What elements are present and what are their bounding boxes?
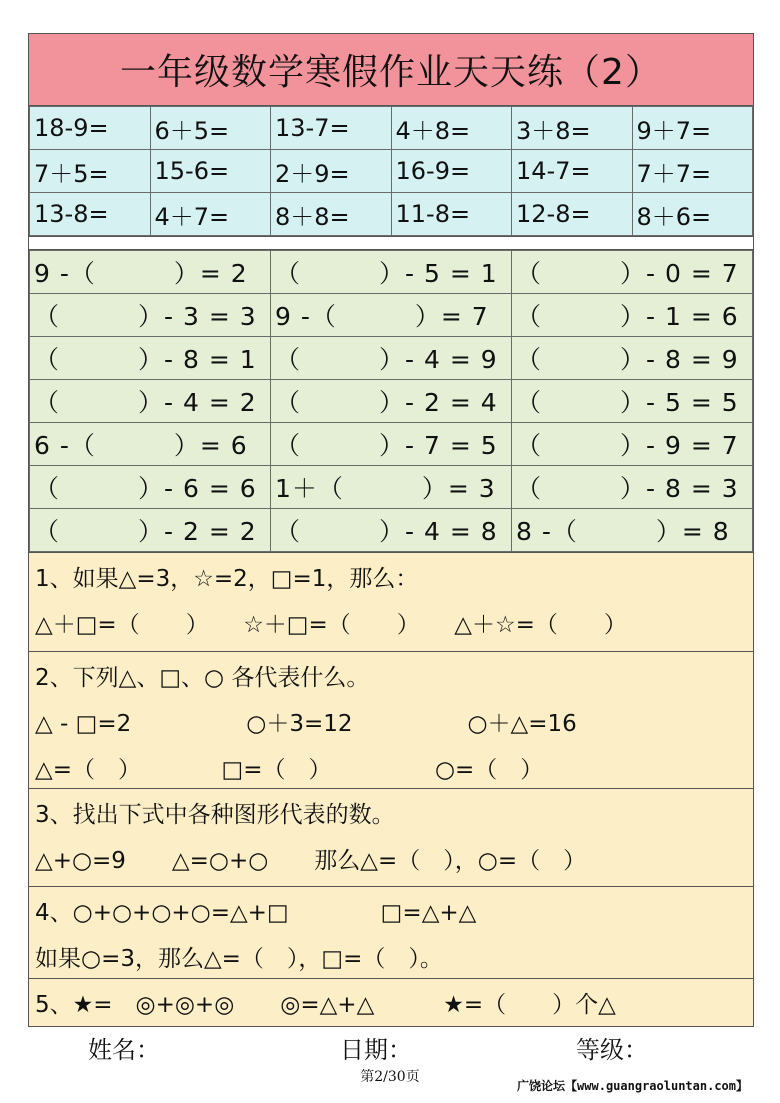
fill-cell: （ ）- 1 = 6 <box>512 294 753 337</box>
fill-cell: （ ）- 8 = 3 <box>512 466 753 509</box>
fill-cell: （ ）- 5 = 1 <box>271 251 512 294</box>
fill-cell: （ ）- 4 = 2 <box>30 380 271 423</box>
problem-line: 1、如果△=3，☆=2，□=1，那么： <box>35 565 419 592</box>
fill-table <box>29 250 753 552</box>
problem-line: 5、★= ◎+◎+◎ ◎=△+△ ★=（ ）个△ <box>35 991 616 1018</box>
fill-cell: （ ）- 3 = 3 <box>30 294 271 337</box>
fill-cell: （ ）- 2 = 2 <box>30 509 271 552</box>
problem-line: △=（ ） □=（ ） ○=（ ） <box>35 756 544 783</box>
fill-cell: 1＋（ ）= 3 <box>271 466 512 509</box>
calc-cell: 13-8= <box>30 193 151 236</box>
word-problem-1 <box>29 552 753 651</box>
calc-cell: 4＋8= <box>391 107 512 150</box>
calc-cell: 8＋6= <box>632 193 753 236</box>
calc-cell: 18-9= <box>30 107 151 150</box>
fill-cell: （ ）- 6 = 6 <box>30 466 271 509</box>
problem-line: △ - □=2 ○＋3=12 ○＋△=16 <box>35 710 577 737</box>
calc-cell: 8＋8= <box>271 193 392 236</box>
calc-cell: 3＋8= <box>512 107 633 150</box>
fill-cell: 6 -（ ）= 6 <box>30 423 271 466</box>
word-problem-2 <box>29 651 753 788</box>
word-problem-4 <box>29 886 753 978</box>
footer <box>0 1030 780 1064</box>
fill-cell: （ ）- 5 = 5 <box>512 380 753 423</box>
problem-line: 2、下列△、□、○ 各代表什么。 <box>35 664 370 691</box>
calc-cell: 7＋5= <box>30 150 151 193</box>
fill-cell: 8 -（ ）= 8 <box>512 509 753 552</box>
fill-cell: 9 -（ ）= 2 <box>30 251 271 294</box>
fill-row <box>30 251 753 294</box>
calc-row <box>30 150 753 193</box>
grade-label: 等级： <box>576 1036 648 1064</box>
calc-row <box>30 193 753 236</box>
page-title: 一年级数学寒假作业天天练（2） <box>29 34 753 106</box>
calc-cell: 11-8= <box>391 193 512 236</box>
problem-line: 4、○+○+○+○=△+□ □=△+△ <box>35 899 477 926</box>
fill-row <box>30 294 753 337</box>
site-credit: 广饶论坛【www.guangraoluntan.com】 <box>517 1079 748 1093</box>
problem-line: 如果○=3，那么△=（ ），□=（ ）。 <box>35 945 443 972</box>
fill-row <box>30 509 753 552</box>
fill-cell: 9 -（ ）= 7 <box>271 294 512 337</box>
calc-cell: 7＋7= <box>632 150 753 193</box>
fill-row <box>30 423 753 466</box>
name-label: 姓名： <box>88 1036 160 1064</box>
divider <box>29 236 753 250</box>
fill-cell: （ ）- 8 = 9 <box>512 337 753 380</box>
fill-cell: （ ）- 4 = 8 <box>271 509 512 552</box>
calc-row <box>30 107 753 150</box>
fill-cell: （ ）- 2 = 4 <box>271 380 512 423</box>
problem-line: △+○=9 △=○+○ 那么△=（ ），○=（ ） <box>35 847 587 874</box>
calc-table <box>29 106 753 236</box>
fill-cell: （ ）- 8 = 1 <box>30 337 271 380</box>
problem-line: 3、找出下式中各种图形代表的数。 <box>35 801 395 828</box>
calc-cell: 12-8= <box>512 193 633 236</box>
calc-cell: 13-7= <box>271 107 392 150</box>
calc-cell: 9＋7= <box>632 107 753 150</box>
fill-cell: （ ）- 0 = 7 <box>512 251 753 294</box>
fill-row <box>30 337 753 380</box>
fill-cell: （ ）- 9 = 7 <box>512 423 753 466</box>
worksheet <box>28 33 754 1027</box>
calc-cell: 14-7= <box>512 150 633 193</box>
calc-cell: 2＋9= <box>271 150 392 193</box>
fill-cell: （ ）- 4 = 9 <box>271 337 512 380</box>
problem-line: △＋□=（ ） ☆＋□=（ ） △＋☆=（ ） <box>35 611 627 638</box>
fill-row <box>30 380 753 423</box>
date-label: 日期： <box>340 1036 412 1064</box>
word-problem-3 <box>29 788 753 886</box>
calc-cell: 16-9= <box>391 150 512 193</box>
calc-cell: 6＋5= <box>150 107 271 150</box>
fill-cell: （ ）- 7 = 5 <box>271 423 512 466</box>
fill-row <box>30 466 753 509</box>
word-problem-5 <box>29 978 753 1026</box>
calc-cell: 4＋7= <box>150 193 271 236</box>
calc-cell: 15-6= <box>150 150 271 193</box>
page-number: 第2/30页 <box>360 1069 420 1085</box>
